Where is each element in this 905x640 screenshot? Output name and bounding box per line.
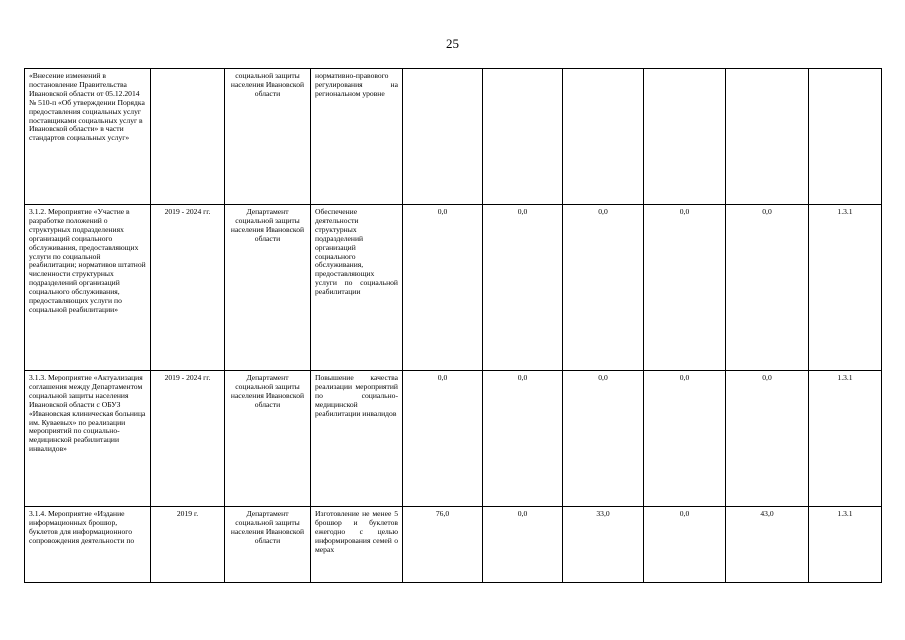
- value-cell: 0,0: [483, 205, 563, 371]
- activity-name-cell: «Внесение изменений в постановление Правительства Ивановской области от 05.12.2014 № 510-п «Об утверждении Порядка предоставления социальных услуг поставщиками социальных услуг в Ивановской области» в части стандартов социальных услуг»: [25, 69, 151, 205]
- value-cell: 0,0: [483, 507, 563, 583]
- period-cell: 2019 г.: [151, 507, 225, 583]
- result-cell: Повышение качества реализации мероприятий по социально-медицинской реабилитации инвалидов: [311, 371, 403, 507]
- executor-cell: социальной защиты населения Ивановской области: [225, 69, 311, 205]
- table-row: [25, 69, 882, 205]
- value-cell: 0,0: [644, 371, 726, 507]
- indicator-code-cell: 1.3.1: [809, 507, 882, 583]
- value-cell: [563, 69, 644, 205]
- indicator-code-cell: 1.3.1: [809, 371, 882, 507]
- program-activities-table: [24, 68, 882, 583]
- value-cell: 0,0: [403, 205, 483, 371]
- value-cell: 0,0: [483, 371, 563, 507]
- table-row: [25, 507, 882, 583]
- activity-name-cell: 3.1.2. Мероприятие «Участие в разработке положений о структурных подразделениях организаций социального обслуживания, предоставляющих услуги по социальной реабилитации; нормативов штатной численности структурных подразделений организаций социального обслуживания, предоставляющих услуги по социальной реабилитации»: [25, 205, 151, 371]
- value-cell: [483, 69, 563, 205]
- indicator-code-cell: [809, 69, 882, 205]
- executor-cell: Департамент социальной защиты населения Ивановской области: [225, 371, 311, 507]
- activity-name-cell: 3.1.4. Мероприятие «Издание информационных брошюр, буклетов для информационного сопровождения деятельности по: [25, 507, 151, 583]
- value-cell: [644, 69, 726, 205]
- period-cell: [151, 69, 225, 205]
- value-cell: [403, 69, 483, 205]
- activity-name-cell: 3.1.3. Мероприятие «Актуализация соглашения между Департаментом социальной защиты населения Ивановской области с ОБУЗ «Ивановская клиническая больница им. Куваевых» по реализации мероприятий по социально-медицинской реабилитации инвалидов»: [25, 371, 151, 507]
- result-cell: нормативно-правового регулирования на региональном уровне: [311, 69, 403, 205]
- value-cell: 43,0: [726, 507, 809, 583]
- result-cell: Изготовление не менее 5 брошюр и буклетов ежегодно с целью информирования семей о мерах: [311, 507, 403, 583]
- executor-cell: Департамент социальной защиты населения Ивановской области: [225, 205, 311, 371]
- table-row: [25, 371, 882, 507]
- indicator-code-cell: 1.3.1: [809, 205, 882, 371]
- result-cell: Обеспечение деятельности структурных подразделений организаций социального обслуживания, предоставляющих услуги по социальной реабилитации: [311, 205, 403, 371]
- executor-cell: Департамент социальной защиты населения Ивановской области: [225, 507, 311, 583]
- value-cell: [726, 69, 809, 205]
- value-cell: 33,0: [563, 507, 644, 583]
- value-cell: 0,0: [563, 371, 644, 507]
- value-cell: 0,0: [726, 205, 809, 371]
- page-number: 25: [446, 36, 459, 51]
- period-cell: 2019 - 2024 гг.: [151, 371, 225, 507]
- table-row: [25, 205, 882, 371]
- value-cell: 76,0: [403, 507, 483, 583]
- value-cell: 0,0: [644, 507, 726, 583]
- value-cell: 0,0: [644, 205, 726, 371]
- value-cell: 0,0: [403, 371, 483, 507]
- value-cell: 0,0: [726, 371, 809, 507]
- period-cell: 2019 - 2024 гг.: [151, 205, 225, 371]
- value-cell: 0,0: [563, 205, 644, 371]
